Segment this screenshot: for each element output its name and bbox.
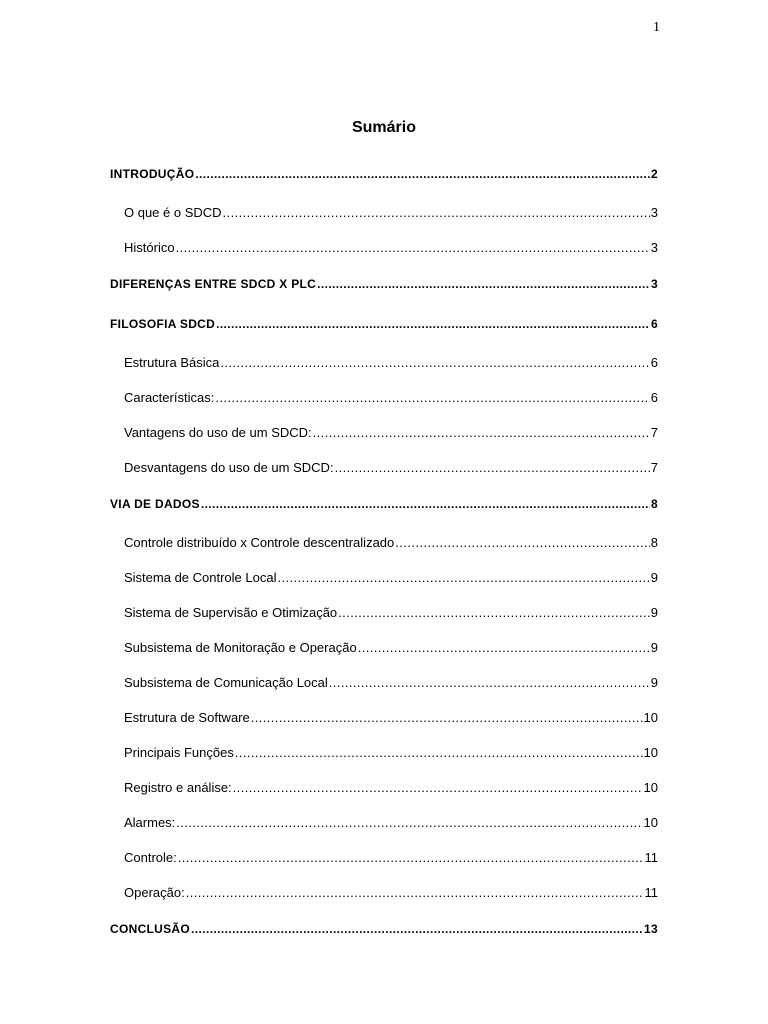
toc-entry-label: Estrutura de Software: [124, 710, 250, 725]
toc-entry-label: Características:: [124, 390, 215, 405]
toc-entry-page: 8: [650, 535, 658, 550]
toc-entry-label: CONCLUSÃO: [110, 922, 191, 936]
toc-entry-page: 6: [650, 390, 658, 405]
toc-leader-dots: [313, 425, 650, 441]
toc-entry-label: Registro e análise:: [124, 780, 232, 795]
toc-entry-page: 6: [650, 355, 658, 370]
toc-entry[interactable]: [110, 496, 658, 512]
toc-entry[interactable]: [124, 850, 658, 866]
toc-entry-label: Operação:: [124, 885, 185, 900]
toc-leader-dots: [223, 205, 650, 221]
toc-entry-page: 7: [650, 460, 658, 475]
toc-entry[interactable]: [124, 240, 658, 256]
toc-entry-page: 10: [643, 815, 658, 830]
toc-leader-dots: [191, 921, 643, 937]
toc-entry[interactable]: [124, 710, 658, 726]
toc-leader-dots: [317, 276, 650, 292]
toc-entry-label: VIA DE DADOS: [110, 497, 200, 511]
toc-entry[interactable]: [124, 390, 658, 406]
toc-leader-dots: [251, 710, 643, 726]
toc-leader-dots: [186, 885, 644, 901]
toc-entry-page: 9: [650, 675, 658, 690]
toc-leader-dots: [176, 815, 642, 831]
toc-leader-dots: [176, 240, 650, 256]
toc-leader-dots: [338, 605, 650, 621]
toc-entry[interactable]: [124, 640, 658, 656]
toc-entry[interactable]: [110, 276, 658, 292]
toc-entry-label: INTRODUÇÃO: [110, 167, 195, 181]
toc-entry-page: 3: [650, 205, 658, 220]
toc-entry-page: 3: [650, 240, 658, 255]
toc-entry-label: Sistema de Controle Local: [124, 570, 277, 585]
toc-entry-page: 10: [643, 780, 658, 795]
toc-entry-page: 10: [643, 710, 658, 725]
toc-entry-label: Alarmes:: [124, 815, 176, 830]
toc-entry-page: 11: [644, 885, 658, 900]
toc-entry-page: 13: [644, 922, 658, 936]
toc-entry-page: 9: [650, 605, 658, 620]
toc-entry-page: 9: [650, 640, 658, 655]
toc-entry[interactable]: [124, 570, 658, 586]
toc-title: Sumário: [351, 119, 416, 136]
toc-entry-page: 2: [651, 167, 658, 181]
toc-entry-label: Subsistema de Comunicação Local: [124, 675, 328, 690]
toc-entry[interactable]: [124, 355, 658, 371]
toc-leader-dots: [335, 460, 650, 476]
toc-leader-dots: [220, 355, 649, 371]
toc-entry-page: 8: [651, 497, 658, 511]
toc-entry[interactable]: [124, 745, 658, 761]
toc-entry[interactable]: [124, 425, 658, 441]
toc-entry-label: Subsistema de Monitoração e Operação: [124, 640, 357, 655]
toc-entry-page: 9: [650, 570, 658, 585]
toc-entry-page: 6: [651, 317, 658, 331]
toc-entry-page: 3: [651, 277, 658, 291]
toc-entry-label: Histórico: [124, 240, 175, 255]
toc-entry[interactable]: [124, 535, 658, 551]
toc-entry-label: Principais Funções: [124, 745, 234, 760]
toc-entry[interactable]: [110, 316, 658, 332]
toc-leader-dots: [235, 745, 643, 761]
toc-entry-label: O que é o SDCD: [124, 205, 222, 220]
toc-leader-dots: [216, 316, 650, 332]
toc-leader-dots: [395, 535, 650, 551]
toc-leader-dots: [201, 496, 650, 512]
toc-entry-page: 10: [643, 745, 658, 760]
toc-entry[interactable]: [110, 921, 658, 937]
toc-entry[interactable]: [124, 205, 658, 221]
toc-entry[interactable]: [124, 815, 658, 831]
toc-entry-label: Desvantagens do uso de um SDCD:: [124, 460, 334, 475]
toc-entry-page: 7: [650, 425, 658, 440]
page-number: 1: [653, 20, 660, 35]
toc-entry-label: Sistema de Supervisão e Otimização: [124, 605, 338, 620]
toc-entry[interactable]: [124, 780, 658, 796]
toc-entry-label: Controle distribuído x Controle descentralizado: [124, 535, 395, 550]
toc-leader-dots: [195, 166, 650, 182]
toc-entry-label: Controle:: [124, 850, 177, 865]
toc-leader-dots: [233, 780, 643, 796]
toc-entry[interactable]: [124, 885, 658, 901]
toc-entry-label: Vantagens do uso de um SDCD:: [124, 425, 312, 440]
toc-leader-dots: [277, 570, 649, 586]
toc-leader-dots: [215, 390, 649, 406]
toc-entry-label: FILOSOFIA SDCD: [110, 317, 216, 331]
toc-entry[interactable]: [124, 460, 658, 476]
toc-leader-dots: [178, 850, 644, 866]
toc-entry-page: 11: [644, 850, 658, 865]
toc-entry[interactable]: [124, 675, 658, 691]
toc-entry-label: Estrutura Básica: [124, 355, 220, 370]
toc-leader-dots: [329, 675, 650, 691]
toc-entry[interactable]: [110, 166, 658, 182]
toc-entry[interactable]: [124, 605, 658, 621]
toc-leader-dots: [358, 640, 650, 656]
toc-entry-label: DIFERENÇAS ENTRE SDCD X PLC: [110, 277, 317, 291]
